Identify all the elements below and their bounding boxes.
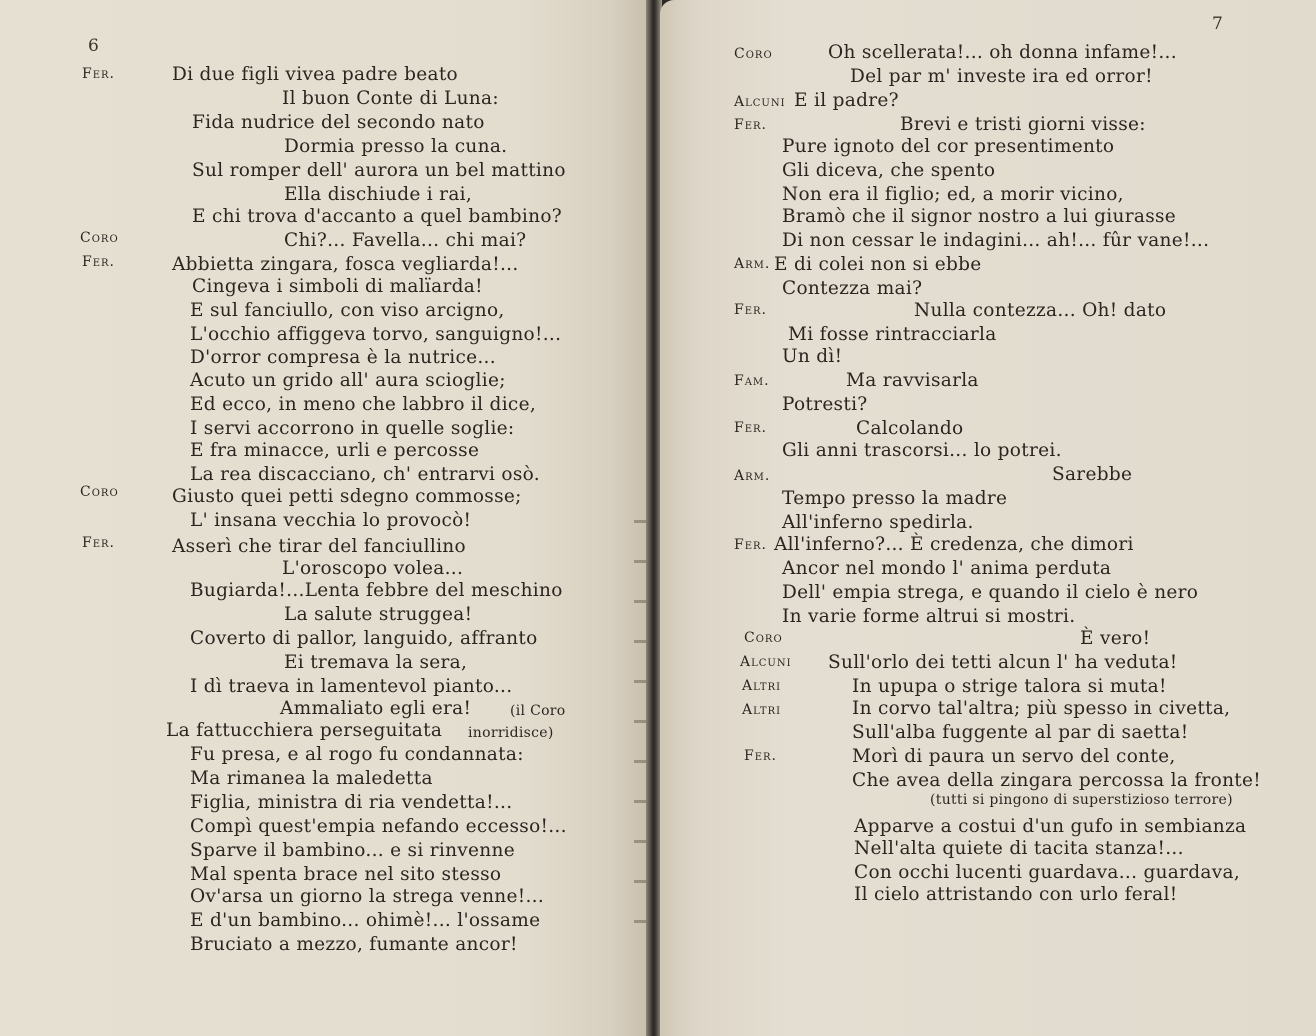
verse-line: Apparve a costui d'un gufo in sembianza — [854, 816, 1247, 837]
verse-line: Morì di paura un servo del conte, — [852, 746, 1176, 767]
verse-line: Che avea della zingara percossa la fronte! — [852, 770, 1261, 791]
verse-line: L' insana vecchia lo provocò! — [190, 510, 472, 531]
verse-line: Ma ravvisarla — [846, 370, 979, 391]
verse-line: Fida nudrice del secondo nato — [192, 112, 485, 133]
verse-line: Di non cessar le indagini... ah!... fûr vane!... — [782, 230, 1210, 251]
verse-line: Il cielo attristando con urlo feral! — [854, 884, 1178, 905]
verse-line: Di due figli vivea padre beato — [172, 64, 458, 85]
verse-line: Ei tremava la sera, — [284, 652, 468, 673]
verse-line: Coverto di pallor, languido, affranto — [190, 628, 538, 649]
speaker-label: Fer. — [734, 537, 767, 553]
speaker-label: Fer. — [82, 254, 115, 270]
speaker-label: Fer. — [82, 535, 115, 551]
verse-line: Un dì! — [782, 346, 843, 367]
verse-line: Bramò che il signor nostro a lui giurasse — [782, 206, 1177, 227]
verse-line: Contezza mai? — [782, 278, 923, 299]
verse-line: I dì traeva in lamentevol pianto... — [190, 676, 513, 697]
verse-line: Chi?... Favella... chi mai? — [284, 230, 527, 251]
verse-line: Asserì che tirar del fanciullino — [172, 536, 466, 557]
verse-line: Ancor nel mondo l' anima perduta — [782, 558, 1112, 579]
speaker-label: Coro — [80, 484, 119, 500]
verse-line: Bugiarda!...Lenta febbre del meschino — [190, 580, 563, 601]
verse-line: Giusto quei petti sdegno commosse; — [172, 486, 522, 507]
speaker-label: Fer. — [734, 302, 767, 318]
verse-line: Oh scellerata!... oh donna infame!... — [828, 42, 1177, 63]
speaker-label: Fam. — [734, 373, 770, 389]
stage-direction: (il Coro — [510, 703, 566, 719]
speaker-label: Arm. — [734, 256, 771, 272]
verse-line: Potresti? — [782, 394, 868, 415]
speaker-label: Coro — [734, 46, 773, 62]
verse-line: In corvo tal'altra; più spesso in civetta, — [852, 698, 1231, 719]
left-page — [0, 0, 648, 1036]
stage-direction: (tutti si pingono di superstizioso terrore) — [930, 792, 1233, 808]
verse-line: Dormia presso la cuna. — [284, 136, 508, 157]
verse-line: Mal spenta brace nel sito stesso — [190, 864, 502, 885]
verse-line: Ma rimanea la maledetta — [190, 768, 433, 789]
verse-line: Nulla contezza... Oh! dato — [914, 300, 1167, 321]
speaker-label: Fer. — [744, 748, 777, 764]
verse-line: E fra minacce, urli e percosse — [190, 440, 480, 461]
verse-line: Tempo presso la madre — [782, 488, 1008, 509]
verse-line: Ed ecco, in meno che labbro il dice, — [190, 394, 536, 415]
verse-line: Mi fosse rintracciarla — [788, 324, 997, 345]
verse-line: Compì quest'empia nefando eccesso!... — [190, 816, 567, 837]
verse-line: Acuto un grido all' aura scioglie; — [190, 370, 506, 391]
verse-line: Cingeva i simboli di malïarda! — [192, 276, 483, 297]
verse-line: Sarebbe — [1052, 464, 1133, 485]
speaker-label: Coro — [80, 230, 119, 246]
verse-line: La salute struggea! — [284, 604, 473, 625]
speaker-label: Alcuni — [734, 94, 786, 110]
verse-line: Del par m' investe ira ed orror! — [850, 66, 1153, 87]
binding-marks — [634, 520, 646, 940]
speaker-label: Altri — [742, 678, 782, 694]
speaker-label: Altri — [742, 702, 782, 718]
speaker-label: Fer. — [734, 420, 767, 436]
page-number-left: 6 — [88, 36, 99, 56]
verse-line: Non era il figlio; ed, a morir vicino, — [782, 184, 1124, 205]
speaker-label: Fer. — [734, 117, 767, 133]
verse-line: La rea discacciano, ch' entrarvi osò. — [190, 464, 540, 485]
verse-line: Figlia, ministra di ria vendetta!... — [190, 792, 513, 813]
verse-line: Con occhi lucenti guardava... guardava, — [854, 862, 1241, 883]
verse-line: E chi trova d'accanto a quel bambino? — [192, 206, 562, 227]
verse-line: Sull'orlo dei tetti alcun l' ha veduta! — [828, 652, 1178, 673]
verse-line: Sull'alba fuggente al par di saetta! — [852, 722, 1189, 743]
verse-line: L'occhio affiggeva torvo, sanguigno!... — [190, 324, 562, 345]
verse-line: Abbietta zingara, fosca vegliarda!... — [172, 254, 519, 275]
verse-line: All'inferno spedirla. — [782, 512, 974, 533]
right-page — [660, 0, 1316, 1036]
verse-line: E il padre? — [794, 90, 899, 111]
verse-line: E di colei non si ebbe — [774, 254, 982, 275]
speaker-label: Coro — [744, 630, 783, 646]
verse-line: I servi accorrono in quelle soglie: — [190, 418, 515, 439]
verse-line: Calcolando — [856, 418, 964, 439]
verse-line: Gli anni trascorsi... lo potrei. — [782, 440, 1062, 461]
speaker-label: Fer. — [82, 66, 115, 82]
verse-line: Sul romper dell' aurora un bel mattino — [192, 160, 566, 181]
speaker-label: Alcuni — [740, 654, 792, 670]
stage-direction: inorridisce) — [468, 725, 554, 741]
verse-line: Dell' empia strega, e quando il cielo è nero — [782, 582, 1199, 603]
verse-line: In varie forme altrui si mostri. — [782, 606, 1076, 627]
verse-line: All'inferno?... È credenza, che dimori — [774, 534, 1134, 555]
verse-line: La fattucchiera perseguitata — [166, 720, 443, 741]
verse-line: Ammaliato egli era! — [280, 698, 472, 719]
verse-line: Pure ignoto del cor presentimento — [782, 136, 1115, 157]
page-number-right: 7 — [1212, 14, 1223, 34]
verse-line: Bruciato a mezzo, fumante ancor! — [190, 934, 518, 955]
verse-line: In upupa o strige talora si muta! — [852, 676, 1167, 697]
verse-line: Nell'alta quiete di tacita stanza!... — [854, 838, 1184, 859]
speaker-label: Arm. — [734, 468, 771, 484]
verse-line: Ella dischiude i rai, — [284, 184, 473, 205]
verse-line: E d'un bambino... ohimè!... l'ossame — [190, 910, 541, 931]
verse-line: È vero! — [1080, 628, 1151, 649]
verse-line: D'orror compresa è la nutrice... — [190, 347, 496, 368]
verse-line: E sul fanciullo, con viso arcigno, — [190, 300, 505, 321]
verse-line: Brevi e tristi giorni visse: — [900, 114, 1146, 135]
verse-line: Fu presa, e al rogo fu condannata: — [190, 744, 524, 765]
verse-line: Sparve il bambino... e si rinvenne — [190, 840, 515, 861]
verse-line: Gli diceva, che spento — [782, 160, 996, 181]
verse-line: L'oroscopo volea... — [282, 558, 464, 579]
verse-line: Il buon Conte di Luna: — [282, 88, 499, 109]
verse-line: Ov'arsa un giorno la strega venne!... — [190, 886, 545, 907]
